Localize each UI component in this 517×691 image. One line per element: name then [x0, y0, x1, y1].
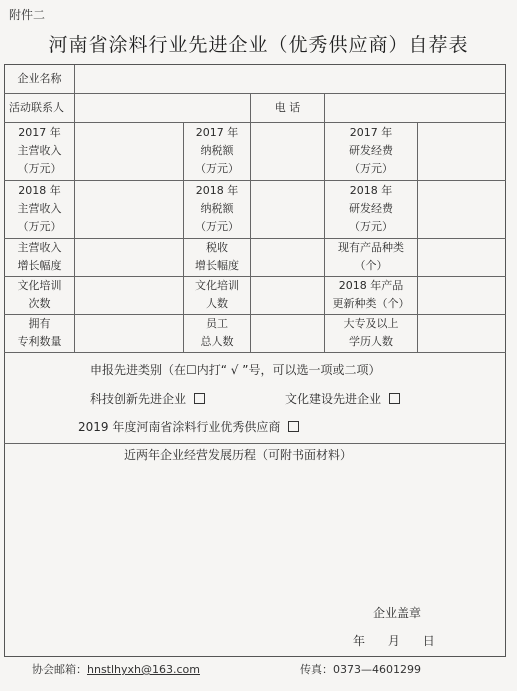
- metric-value-field[interactable]: [75, 276, 183, 314]
- contact-label: 活动联系人: [9, 100, 64, 114]
- option-excellent-supplier[interactable]: [78, 418, 299, 435]
- attachment-label: 附件二: [9, 8, 46, 22]
- metric-value-field[interactable]: [251, 180, 324, 238]
- metric-label: 拥有 专利数量: [17, 317, 62, 348]
- row-divider: [4, 443, 506, 444]
- checkbox-culture-building[interactable]: [389, 393, 400, 404]
- metric-label: 现有产品种类 （个）: [338, 241, 404, 272]
- option-culture-building[interactable]: [285, 390, 400, 407]
- metric-label: 2018 年产品 更新种类（个）: [332, 279, 410, 310]
- metric-label: 员工 总人数: [200, 317, 234, 348]
- metric-value-field[interactable]: [251, 314, 324, 352]
- option-tech-innovation[interactable]: [90, 390, 205, 407]
- seal-label: 企业盖章: [373, 606, 422, 620]
- phone-label: 电 话: [274, 100, 301, 114]
- metric-label: 2017 年 研发经费 （万元）: [349, 126, 393, 175]
- form-title: 河南省涂料行业先进企业（优秀供应商）自荐表: [48, 34, 469, 56]
- company-name-field[interactable]: [75, 65, 505, 93]
- metric-label: 2017 年 纳税额 （万元）: [195, 126, 239, 175]
- metric-value-field[interactable]: [251, 238, 324, 276]
- metric-label: 2018 年 纳税额 （万元）: [195, 184, 239, 233]
- metric-value-field[interactable]: [418, 238, 505, 276]
- metric-label: 2018 年 主营收入 （万元）: [17, 184, 62, 233]
- option-culture-label: 文化建设先进企业: [285, 392, 382, 406]
- metric-label: 大专及以上 学历人数: [343, 317, 399, 348]
- metric-label: 主营收入 增长幅度: [17, 241, 62, 272]
- category-prompt: 申报先进类别（在☐内打“ √ ”号，可以选一项或二项）: [90, 363, 381, 377]
- history-label: 近两年企业经营发展历程（可附书面材料）: [124, 448, 353, 462]
- metric-value-field[interactable]: [418, 180, 505, 238]
- footer-fax: 传真：0373—4601299: [300, 663, 421, 676]
- date-label: 年 月 日: [353, 634, 435, 648]
- metric-label: 文化培训 人数: [195, 279, 239, 310]
- option-tech-label: 科技创新先进企业: [90, 392, 187, 406]
- checkbox-excellent-supplier[interactable]: [288, 421, 299, 432]
- contact-field[interactable]: [75, 93, 250, 122]
- email-link[interactable]: hnstlhyxh@163.com: [87, 663, 200, 676]
- metric-value-field[interactable]: [418, 276, 505, 314]
- history-field[interactable]: [5, 466, 505, 596]
- metric-label: 税收 增长幅度: [195, 241, 239, 272]
- phone-field[interactable]: [325, 93, 505, 122]
- metric-value-field[interactable]: [75, 314, 183, 352]
- metric-value-field[interactable]: [75, 238, 183, 276]
- metric-value-field[interactable]: [251, 122, 324, 180]
- metric-value-field[interactable]: [418, 122, 505, 180]
- metric-value-field[interactable]: [418, 314, 505, 352]
- email-label: 协会邮箱：: [32, 663, 87, 676]
- metric-label: 2018 年 研发经费 （万元）: [349, 184, 393, 233]
- option-supplier-label: 2019 年度河南省涂料行业优秀供应商: [78, 420, 281, 434]
- footer-email: [32, 661, 200, 677]
- metric-label: 2017 年 主营收入 （万元）: [17, 126, 62, 175]
- metric-value-field[interactable]: [251, 276, 324, 314]
- checkbox-tech-innovation[interactable]: [194, 393, 205, 404]
- metric-label: 文化培训 次数: [17, 279, 62, 310]
- company-name-label: 企业名称: [17, 72, 62, 85]
- metric-value-field[interactable]: [75, 180, 183, 238]
- metric-value-field[interactable]: [75, 122, 183, 180]
- row-divider: [4, 352, 506, 353]
